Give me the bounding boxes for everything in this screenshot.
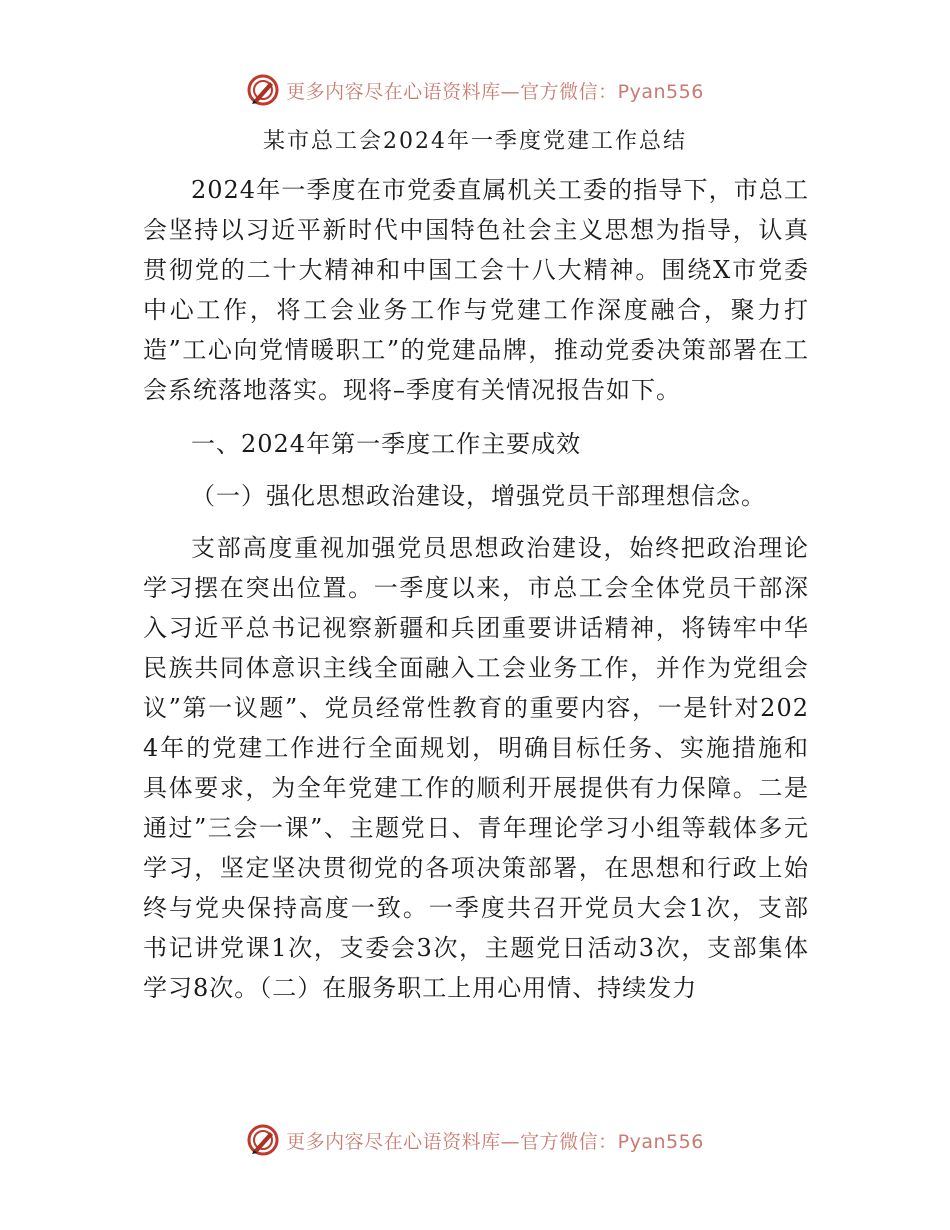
subsection-heading: （一）强化思想政治建设，增强党员干部理想信念。 bbox=[191, 482, 766, 510]
footer-banner bbox=[0, 1118, 950, 1162]
pen-circle-logo-icon bbox=[246, 73, 280, 107]
document-body bbox=[143, 170, 809, 1008]
body-paragraph: 支部高度重视加强党员思想政治建设，始终把政治理论学习摆在突出位置。一季度以来，市总工会全体党员干部深入习近平总书记视察新疆和兵团重要讲话精神，将铸牢中华民族共同体意识主线全面融入工会业务工作，并作为党组会议”第一议题”、党员经常性教育的重要内容，一是针对2024年的党建工作进行全面规划，明确目标任务、实施措施和具体要求，为全年党建工作的顺利开展提供有力保障。二是通过”三会一课”、主题党日、青年理论学习小组等载体多元学习，坚定坚决贯彻党的各项决策部署，在思想和行政上始终与党央保持高度一致。一季度共召开党员大会1次，支部书记讲党课1次，支委会3次，主题党日活动3次，支部集体学习8次。（二）在服务职工上用心用情、持续发力 bbox=[143, 534, 809, 1002]
section-heading: 一、2024年第一季度工作主要成效 bbox=[191, 430, 582, 458]
document-title: 某市总工会2024年一季度党建工作总结 bbox=[263, 129, 687, 154]
pen-circle-logo-icon bbox=[246, 1123, 280, 1157]
header-banner bbox=[0, 68, 950, 112]
intro-paragraph: 2024年一季度在市党委直属机关工委的指导下，市总工会坚持以习近平新时代中国特色社会主义思想为指导，认真贯彻党的二十大精神和中国工会十八大精神。围绕X市党委中心工作，将工会业务工作与党建工作深度融合，聚力打造”工心向党情暖职工”的党建品牌，推动党委决策部署在工会系统落地落实。现将–季度有关情况报告如下。 bbox=[143, 176, 809, 404]
banner-text: 更多内容尽在心语资料库—官方微信：Pyan556 bbox=[286, 80, 704, 103]
banner-text: 更多内容尽在心语资料库—官方微信：Pyan556 bbox=[286, 1130, 704, 1153]
